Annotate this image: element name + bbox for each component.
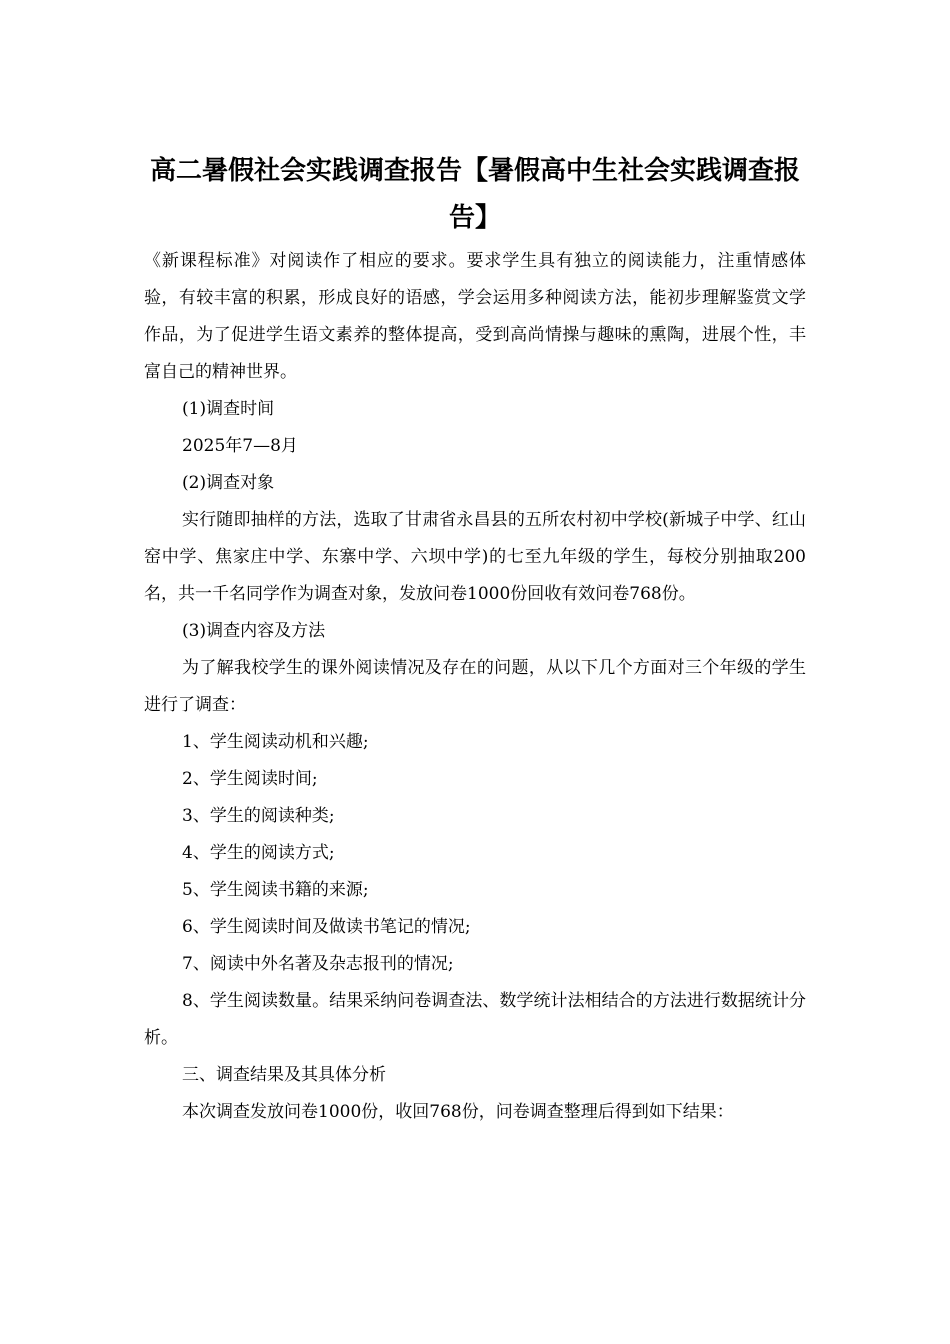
paragraph-survey-date: 2025年7—8月 [182, 436, 298, 456]
list-item: 1、学生阅读动机和兴趣; [182, 732, 369, 752]
paragraph-content-intro: 为了解我校学生的课外阅读情况及存在的问题，从以下几个方面对三个年级的学生进行了调查： [144, 658, 806, 715]
list-item: 5、学生阅读书籍的来源; [182, 880, 369, 900]
list-item: 8、学生阅读数量。结果采纳问卷调查法、数学统计法相结合的方法进行数据统计分析。 [144, 991, 806, 1048]
section-heading-results: 三、调查结果及其具体分析 [182, 1065, 386, 1085]
paragraph-intro: 《新课程标准》对阅读作了相应的要求。要求学生具有独立的阅读能力，注重情感体验，有较丰富的积累，形成良好的语感，学会运用多种阅读方法，能初步理解鉴赏文学作品，为了促进学生语文素养的整体提高，受到高尚情操与趣味的熏陶，进展个性，丰富自己的精神世界。 [144, 251, 806, 382]
section-heading-subjects: (2)调查对象 [182, 473, 275, 493]
list-item: 7、阅读中外名著及杂志报刊的情况; [182, 954, 454, 974]
section-heading-time: (1)调查时间 [182, 399, 275, 419]
paragraph-results-intro: 本次调查发放问卷1000份，收回768份，问卷调查整理后得到如下结果： [182, 1102, 734, 1122]
document-body [144, 243, 806, 1131]
paragraph-subjects: 实行随即抽样的方法，选取了甘肃省永昌县的五所农村初中学校(新城子中学、红山窑中学、焦家庄中学、东寨中学、六坝中学)的七至九年级的学生，每校分别抽取200名，共一千名同学作为调查对象，发放问卷1000份回收有效问卷768份。 [144, 510, 806, 604]
list-item: 4、学生的阅读方式; [182, 843, 335, 863]
document-title: 高二暑假社会实践调查报告【暑假高中生社会实践调查报告】 [149, 156, 800, 233]
list-item: 3、学生的阅读种类; [182, 806, 335, 826]
list-item: 2、学生阅读时间; [182, 769, 318, 789]
list-item: 6、学生阅读时间及做读书笔记的情况; [182, 917, 471, 937]
section-heading-content-method: (3)调查内容及方法 [182, 621, 326, 641]
